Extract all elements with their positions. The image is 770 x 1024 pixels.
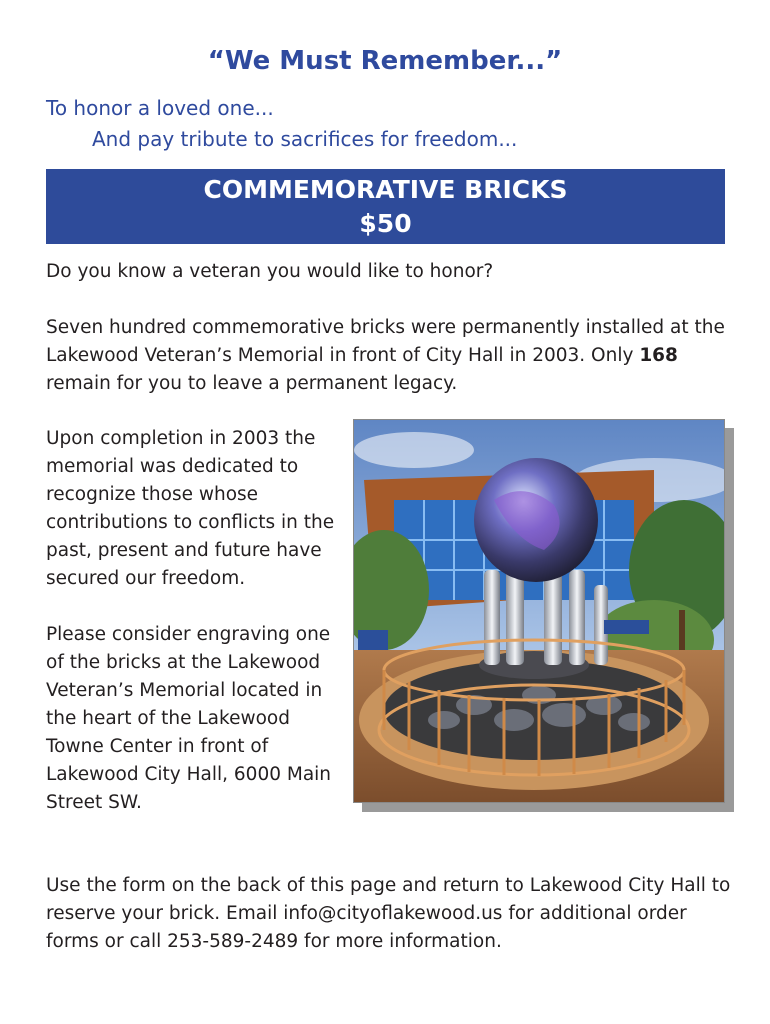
engraving-paragraph: Please consider engraving one of the bricks at the Lakewood Veteran’s Memorial located in the heart of the Lakewood Towne Center in front of Lakewood City Hall, 6000 Main Street SW. xyxy=(46,624,332,813)
bricks-text-a: Seven hundred commemorative bricks were permanently installed at the Lakewood Veteran’s Memorial in front of City Hall in 2003. Only xyxy=(46,317,725,366)
closing-paragraph: Use the form on the back of this page and return to Lakewood City Hall to reserve your brick. Email info@cityoflakewood.us for additional order forms or call 253-589-2489 for more information. xyxy=(46,875,731,952)
dedication-paragraph: Upon completion in 2003 the memorial was dedicated to recognize those whose contributions to conflicts in the past, present and future have secured our freedom. xyxy=(46,428,335,589)
banner-title: COMMEMORATIVE BRICKS xyxy=(203,175,568,204)
bricks-text-b: remain for you to leave a permanent legacy. xyxy=(46,373,458,394)
veteran-question: Do you know a veteran you would like to honor? xyxy=(46,261,494,282)
banner-price: $50 xyxy=(359,209,412,238)
memorial-photo xyxy=(353,419,725,803)
page-title: “We Must Remember...” xyxy=(207,46,563,76)
commemorative-bricks-banner xyxy=(46,169,725,244)
bricks-paragraph xyxy=(46,314,736,398)
subtitle-line-2: And pay tribute to sacrifices for freedom... xyxy=(92,127,518,151)
memorial-globe-sculpture-icon xyxy=(354,420,725,803)
subtitle-line-1: To honor a loved one... xyxy=(46,96,274,120)
bricks-remaining-count: 168 xyxy=(639,345,678,366)
